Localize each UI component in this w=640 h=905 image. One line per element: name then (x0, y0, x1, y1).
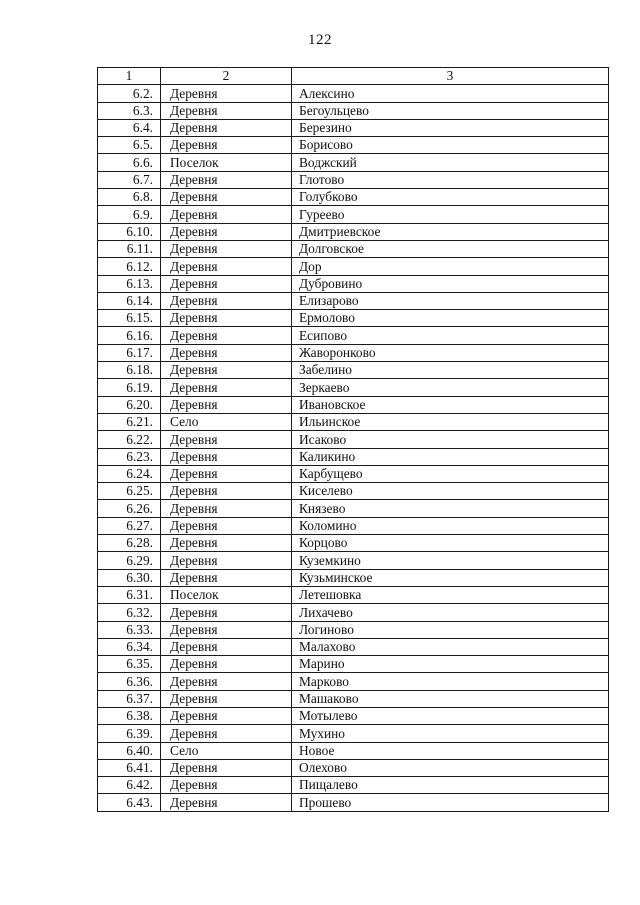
table-row (98, 396, 609, 413)
settlement-name-cell: Борисово (292, 137, 609, 154)
row-number-cell: 6.42. (98, 777, 161, 794)
settlements-table (97, 67, 609, 812)
row-number-cell: 6.21. (98, 413, 161, 430)
row-number-cell: 6.14. (98, 292, 161, 309)
table-row (98, 119, 609, 136)
settlement-name-cell: Голубково (292, 189, 609, 206)
settlement-type-cell: Деревня (161, 448, 292, 465)
settlement-name-cell: Дор (292, 258, 609, 275)
row-number-cell: 6.23. (98, 448, 161, 465)
table-row (98, 742, 609, 759)
table-row (98, 258, 609, 275)
row-number-cell: 6.8. (98, 189, 161, 206)
page-number: 122 (308, 32, 332, 48)
row-number-cell: 6.27. (98, 517, 161, 534)
row-number-cell: 6.22. (98, 431, 161, 448)
row-number-cell: 6.41. (98, 759, 161, 776)
table-row (98, 431, 609, 448)
settlement-type-cell: Деревня (161, 725, 292, 742)
settlement-name-cell: Ермолово (292, 310, 609, 327)
table-row (98, 240, 609, 257)
row-number-cell: 6.32. (98, 604, 161, 621)
settlement-type-cell: Деревня (161, 240, 292, 257)
settlement-name-cell: Гуреево (292, 206, 609, 223)
settlement-name-cell: Марково (292, 673, 609, 690)
settlement-type-cell: Деревня (161, 327, 292, 344)
settlement-name-cell: Зеркаево (292, 379, 609, 396)
settlement-type-cell: Деревня (161, 621, 292, 638)
row-number-cell: 6.4. (98, 119, 161, 136)
row-number-cell: 6.5. (98, 137, 161, 154)
row-number-cell: 6.9. (98, 206, 161, 223)
settlement-name-cell: Долговское (292, 240, 609, 257)
table-row (98, 604, 609, 621)
settlement-type-cell: Деревня (161, 379, 292, 396)
table-row (98, 535, 609, 552)
row-number-cell: 6.18. (98, 362, 161, 379)
settlement-name-cell: Ильинское (292, 413, 609, 430)
settlement-type-cell: Деревня (161, 102, 292, 119)
settlement-name-cell: Березино (292, 119, 609, 136)
settlement-type-cell: Деревня (161, 483, 292, 500)
table-row (98, 465, 609, 482)
settlement-type-cell: Деревня (161, 517, 292, 534)
table-row (98, 794, 609, 811)
settlement-type-cell: Деревня (161, 759, 292, 776)
settlement-name-cell: Марино (292, 656, 609, 673)
table-row (98, 690, 609, 707)
settlement-type-cell: Деревня (161, 137, 292, 154)
row-number-cell: 6.40. (98, 742, 161, 759)
row-number-cell: 6.39. (98, 725, 161, 742)
settlement-name-cell: Исаково (292, 431, 609, 448)
table-row (98, 673, 609, 690)
row-number-cell: 6.13. (98, 275, 161, 292)
row-number-cell: 6.24. (98, 465, 161, 482)
table-row (98, 413, 609, 430)
settlement-name-cell: Каликино (292, 448, 609, 465)
settlement-name-cell: Лихачево (292, 604, 609, 621)
settlement-type-cell: Деревня (161, 569, 292, 586)
settlement-name-cell: Киселево (292, 483, 609, 500)
table-row (98, 638, 609, 655)
row-number-cell: 6.12. (98, 258, 161, 275)
settlement-name-cell: Кузьминское (292, 569, 609, 586)
table-row (98, 483, 609, 500)
settlement-type-cell: Деревня (161, 707, 292, 724)
column-header-3: 3 (292, 68, 609, 85)
settlement-type-cell: Деревня (161, 119, 292, 136)
table-row (98, 379, 609, 396)
row-number-cell: 6.16. (98, 327, 161, 344)
settlement-name-cell: Коломино (292, 517, 609, 534)
table-row (98, 621, 609, 638)
table-row (98, 777, 609, 794)
settlement-type-cell: Деревня (161, 794, 292, 811)
settlement-name-cell: Карбущево (292, 465, 609, 482)
settlement-name-cell: Глотово (292, 171, 609, 188)
settlement-type-cell: Деревня (161, 85, 292, 102)
settlement-type-cell: Деревня (161, 465, 292, 482)
settlement-name-cell: Ивановское (292, 396, 609, 413)
table-row (98, 154, 609, 171)
table-row (98, 586, 609, 603)
settlement-type-cell: Деревня (161, 258, 292, 275)
settlement-type-cell: Деревня (161, 656, 292, 673)
table-row (98, 310, 609, 327)
row-number-cell: 6.6. (98, 154, 161, 171)
settlement-type-cell: Деревня (161, 206, 292, 223)
table-row (98, 327, 609, 344)
settlement-type-cell: Деревня (161, 344, 292, 361)
settlement-name-cell: Логиново (292, 621, 609, 638)
settlement-type-cell: Деревня (161, 275, 292, 292)
settlement-name-cell: Забелино (292, 362, 609, 379)
row-number-cell: 6.2. (98, 85, 161, 102)
row-number-cell: 6.33. (98, 621, 161, 638)
settlement-name-cell: Жаворонково (292, 344, 609, 361)
settlement-name-cell: Машаково (292, 690, 609, 707)
settlement-name-cell: Мотылево (292, 707, 609, 724)
row-number-cell: 6.7. (98, 171, 161, 188)
settlement-type-cell: Деревня (161, 777, 292, 794)
settlement-type-cell: Деревня (161, 690, 292, 707)
table-row (98, 344, 609, 361)
settlement-name-cell: Прошево (292, 794, 609, 811)
settlement-name-cell: Елизарово (292, 292, 609, 309)
settlement-type-cell: Деревня (161, 500, 292, 517)
settlement-name-cell: Есипово (292, 327, 609, 344)
settlement-name-cell: Куземкино (292, 552, 609, 569)
settlement-type-cell: Деревня (161, 223, 292, 240)
settlement-type-cell: Поселок (161, 154, 292, 171)
row-number-cell: 6.28. (98, 535, 161, 552)
table-row (98, 137, 609, 154)
settlement-name-cell: Мухино (292, 725, 609, 742)
table-row (98, 569, 609, 586)
table-row (98, 707, 609, 724)
settlement-type-cell: Деревня (161, 604, 292, 621)
row-number-cell: 6.36. (98, 673, 161, 690)
row-number-cell: 6.10. (98, 223, 161, 240)
settlement-type-cell: Деревня (161, 362, 292, 379)
table-row (98, 500, 609, 517)
table-row (98, 292, 609, 309)
row-number-cell: 6.15. (98, 310, 161, 327)
settlement-type-cell: Деревня (161, 431, 292, 448)
table-row (98, 656, 609, 673)
settlement-type-cell: Село (161, 742, 292, 759)
settlement-type-cell: Деревня (161, 535, 292, 552)
table-row (98, 102, 609, 119)
settlement-type-cell: Деревня (161, 292, 292, 309)
settlement-type-cell: Деревня (161, 310, 292, 327)
settlement-type-cell: Деревня (161, 396, 292, 413)
settlement-type-cell: Деревня (161, 189, 292, 206)
table-row (98, 517, 609, 534)
row-number-cell: 6.17. (98, 344, 161, 361)
row-number-cell: 6.3. (98, 102, 161, 119)
row-number-cell: 6.35. (98, 656, 161, 673)
settlement-type-cell: Село (161, 413, 292, 430)
row-number-cell: 6.31. (98, 586, 161, 603)
row-number-cell: 6.25. (98, 483, 161, 500)
settlement-name-cell: Бегоульцево (292, 102, 609, 119)
row-number-cell: 6.26. (98, 500, 161, 517)
settlement-type-cell: Деревня (161, 673, 292, 690)
row-number-cell: 6.19. (98, 379, 161, 396)
settlement-type-cell: Деревня (161, 638, 292, 655)
table-row (98, 223, 609, 240)
settlement-name-cell: Малахово (292, 638, 609, 655)
settlement-type-cell: Деревня (161, 552, 292, 569)
settlement-name-cell: Дмитриевское (292, 223, 609, 240)
table-row (98, 448, 609, 465)
settlement-type-cell: Деревня (161, 171, 292, 188)
row-number-cell: 6.30. (98, 569, 161, 586)
row-number-cell: 6.43. (98, 794, 161, 811)
row-number-cell: 6.20. (98, 396, 161, 413)
row-number-cell: 6.29. (98, 552, 161, 569)
table-row (98, 206, 609, 223)
table-row (98, 171, 609, 188)
table-row (98, 189, 609, 206)
table-row (98, 552, 609, 569)
table-row (98, 759, 609, 776)
settlement-name-cell: Дубровино (292, 275, 609, 292)
row-number-cell: 6.11. (98, 240, 161, 257)
column-header-1: 1 (98, 68, 161, 85)
column-header-2: 2 (161, 68, 292, 85)
row-number-cell: 6.38. (98, 707, 161, 724)
settlement-name-cell: Воджский (292, 154, 609, 171)
row-number-cell: 6.34. (98, 638, 161, 655)
row-number-cell: 6.37. (98, 690, 161, 707)
settlement-name-cell: Князево (292, 500, 609, 517)
settlement-name-cell: Олехово (292, 759, 609, 776)
settlement-type-cell: Поселок (161, 586, 292, 603)
settlement-name-cell: Корцово (292, 535, 609, 552)
settlement-name-cell: Алексино (292, 85, 609, 102)
table-row (98, 362, 609, 379)
table-row (98, 725, 609, 742)
settlement-name-cell: Новое (292, 742, 609, 759)
settlement-name-cell: Летешовка (292, 586, 609, 603)
table-row (98, 85, 609, 102)
settlement-name-cell: Пищалево (292, 777, 609, 794)
table-row (98, 275, 609, 292)
table-header-row (98, 68, 609, 85)
